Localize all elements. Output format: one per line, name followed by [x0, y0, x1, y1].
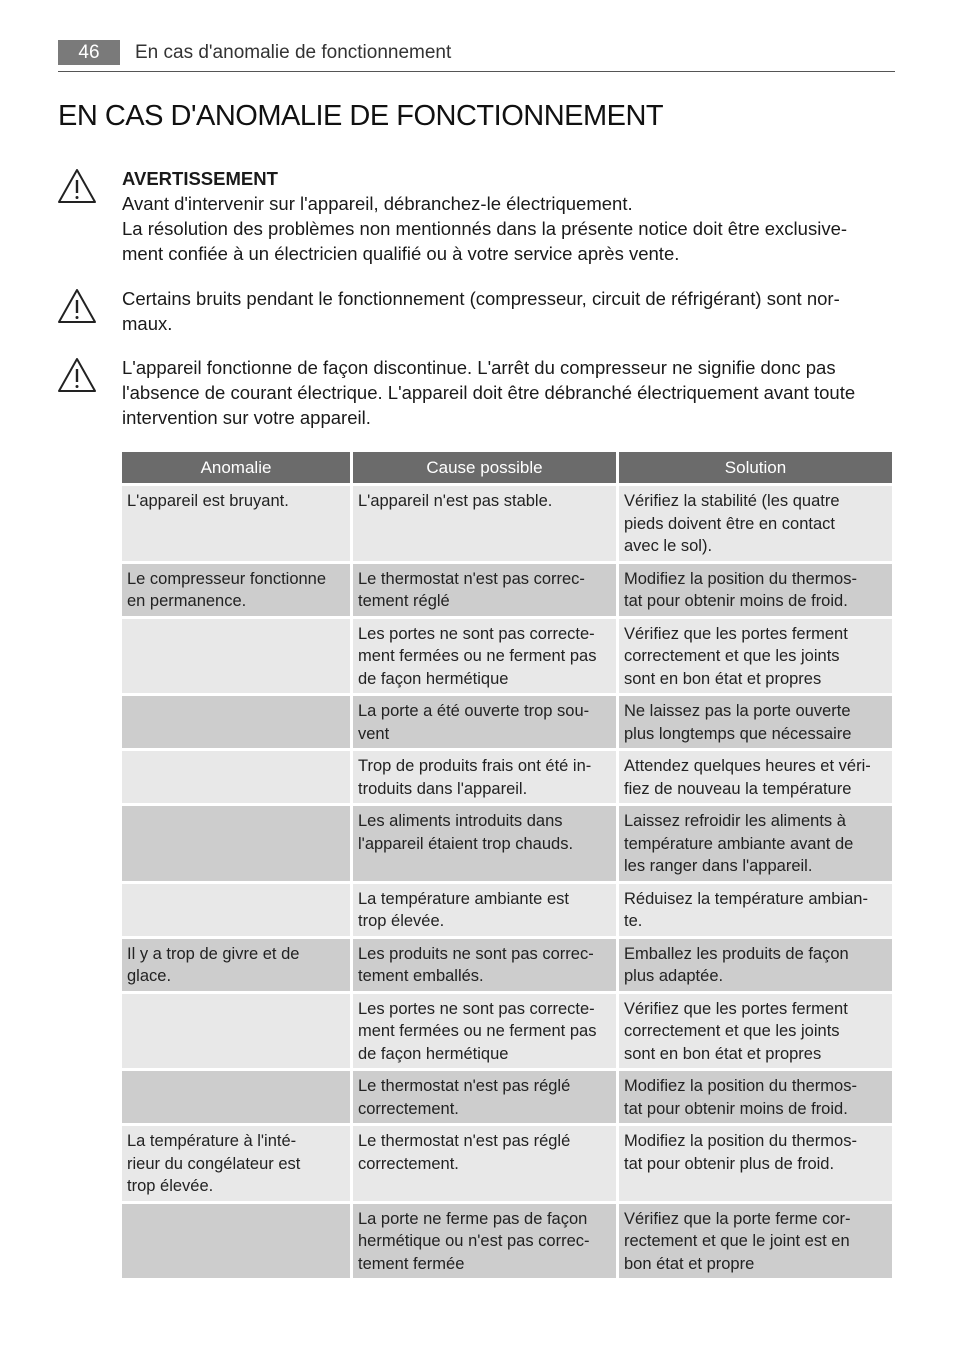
cell-text-line: plus adaptée. [624, 967, 724, 985]
cell-text-line: Attendez quelques heures et véri- [624, 757, 871, 775]
solution-cell [619, 1204, 892, 1282]
cell-text-line: correctement. [358, 1099, 459, 1118]
cell-text-line: hermétique ou n'est pas correc- [358, 1232, 590, 1250]
anomaly-cell [122, 486, 350, 564]
anomaly-cell [122, 751, 350, 806]
cell-text-line: glace. [127, 967, 172, 985]
page-header [58, 40, 895, 72]
cell-text-line: Emballez les produits de façon [624, 944, 849, 963]
cause-cell [353, 939, 616, 994]
running-header-title: En cas d'anomalie de fonctionnement [135, 42, 452, 63]
cell-text-line: Il y a trop de givre et de [127, 944, 300, 963]
warning-line: L'appareil fonctionne de façon discontinue. L'arrêt du compresseur ne signifie donc pas [122, 357, 836, 378]
cell-text-line: Vérifiez que les portes ferment [624, 999, 848, 1018]
warning-line: Avant d'intervenir sur l'appareil, débranchez-le électriquement. [122, 193, 633, 214]
cell-text-line: tat pour obtenir moins de froid. [624, 592, 848, 610]
cell-text-line: La porte ne ferme pas de façon [358, 1209, 588, 1228]
cell-text-line: Le thermostat n'est pas correc- [358, 569, 585, 588]
cause-cell [353, 994, 616, 1072]
cell-text-line: sont en bon état et propres [624, 1044, 822, 1063]
anomaly-cell [122, 1204, 350, 1282]
cause-cell [353, 1204, 616, 1282]
solution-cell [619, 619, 892, 697]
warning-triangle-icon [57, 357, 97, 393]
table-row [122, 751, 892, 806]
cell-text-line: Le thermostat n'est pas réglé [358, 1077, 571, 1095]
warning-heading: AVERTISSEMENT [122, 168, 278, 189]
warning-line: La résolution des problèmes non mentionnés dans la présente notice doit être exclusive- [122, 218, 848, 239]
table-row [122, 806, 892, 884]
column-header-anomaly: Anomalie [122, 452, 350, 486]
cell-text-line: La porte a été ouverte trop sou- [358, 702, 590, 720]
troubleshooting-table [119, 452, 895, 1281]
cell-text-line: L'appareil est bruyant. [127, 492, 289, 510]
solution-cell [619, 1071, 892, 1126]
cause-cell [353, 884, 616, 939]
anomaly-cell [122, 994, 350, 1072]
column-header-cause: Cause possible [353, 452, 616, 486]
cell-text-line: vent [358, 724, 390, 743]
cell-text-line: correctement et que les joints [624, 647, 840, 665]
page-title: EN CAS D'ANOMALIE DE FONCTIONNEMENT [58, 100, 664, 132]
cell-text-line: plus longtemps que nécessaire [624, 724, 852, 743]
cell-text-line: Laissez refroidir les aliments à [624, 812, 846, 830]
cause-cell [353, 1071, 616, 1126]
table-row [122, 696, 892, 751]
cell-text-line: trop élevée. [127, 1177, 214, 1195]
page-number: 46 [58, 40, 120, 65]
cell-text-line: Les produits ne sont pas correc- [358, 944, 594, 963]
warning-line: Certains bruits pendant le fonctionnement (compresseur, circuit de réfrigérant) sont nor- [122, 288, 840, 309]
table-row [122, 619, 892, 697]
cell-text-line: Les portes ne sont pas correcte- [358, 624, 595, 643]
warning-line: intervention sur votre appareil. [122, 407, 371, 428]
solution-cell [619, 696, 892, 751]
table-row [122, 994, 892, 1072]
table-row [122, 486, 892, 564]
cell-text-line: en permanence. [127, 592, 247, 610]
cell-text-line: Ne laissez pas la porte ouverte [624, 702, 851, 720]
cell-text-line: La température ambiante est [358, 889, 569, 908]
cell-text-line: troduits dans l'appareil. [358, 779, 528, 798]
cell-text-line: avec le sol). [624, 537, 713, 555]
cell-text-line: fiez de nouveau la température [624, 779, 852, 798]
cell-text-line: Les portes ne sont pas correcte- [358, 999, 595, 1018]
warning-line: ment confiée à un électricien qualifié ou à votre service après vente. [122, 243, 680, 264]
table-row [122, 564, 892, 619]
warning-line: l'absence de courant électrique. L'appareil doit être débranché électriquement avant toute [122, 382, 856, 403]
cell-text-line: température ambiante avant de [624, 834, 854, 853]
solution-cell [619, 564, 892, 619]
table-header-row [122, 452, 892, 486]
solution-cell [619, 994, 892, 1072]
cell-text-line: trop élevée. [358, 912, 445, 930]
cell-text-line: Réduisez la température ambian- [624, 889, 868, 908]
warning-block-3 [122, 355, 892, 430]
cell-text-line: correctement et que les joints [624, 1022, 840, 1040]
cell-text-line: ment fermées ou ne ferment pas [358, 1022, 597, 1040]
cell-text-line: bon état et propre [624, 1254, 755, 1273]
cell-text-line: tat pour obtenir moins de froid. [624, 1099, 848, 1118]
cell-text-line: l'appareil étaient trop chauds. [358, 834, 574, 853]
warning-line: maux. [122, 313, 173, 334]
cell-text-line: correctement. [358, 1154, 459, 1173]
cause-cell [353, 564, 616, 619]
cell-text-line: La température à l'inté- [127, 1132, 297, 1150]
table-row [122, 1204, 892, 1282]
warning-triangle-icon [57, 288, 97, 324]
warning-block-1 [122, 166, 892, 266]
anomaly-cell [122, 939, 350, 994]
cell-text-line: rectement et que le joint est en [624, 1232, 850, 1250]
cause-cell [353, 486, 616, 564]
cell-text-line: Vérifiez que la porte ferme cor- [624, 1209, 851, 1228]
cell-text-line: Vérifiez la stabilité (les quatre [624, 492, 840, 510]
cell-text-line: Modifiez la position du thermos- [624, 1132, 857, 1150]
cell-text-line: Le compresseur fonctionne [127, 569, 327, 588]
solution-cell [619, 884, 892, 939]
cell-text-line: Modifiez la position du thermos- [624, 1077, 857, 1095]
table-row [122, 884, 892, 939]
anomaly-cell [122, 619, 350, 697]
cell-text-line: sont en bon état et propres [624, 669, 822, 688]
cell-text-line: les ranger dans l'appareil. [624, 857, 813, 875]
cell-text-line: pieds doivent être en contact [624, 514, 835, 533]
anomaly-cell [122, 806, 350, 884]
cell-text-line: Les aliments introduits dans [358, 812, 563, 830]
warning-triangle-icon [57, 168, 97, 204]
cell-text-line: Modifiez la position du thermos- [624, 569, 857, 588]
table-row [122, 1126, 892, 1204]
anomaly-cell [122, 564, 350, 619]
table-row [122, 1071, 892, 1126]
anomaly-cell [122, 1126, 350, 1204]
cell-text-line: tement réglé [358, 592, 450, 610]
solution-cell [619, 486, 892, 564]
cell-text-line: ment fermées ou ne ferment pas [358, 647, 597, 665]
cell-text-line: tat pour obtenir plus de froid. [624, 1154, 835, 1173]
anomaly-cell [122, 696, 350, 751]
cell-text-line: L'appareil n'est pas stable. [358, 492, 553, 510]
column-header-solution: Solution [619, 452, 892, 486]
cell-text-line: Le thermostat n'est pas réglé [358, 1132, 571, 1150]
cause-cell [353, 619, 616, 697]
cell-text-line: tement emballés. [358, 967, 484, 985]
solution-cell [619, 1126, 892, 1204]
anomaly-cell [122, 1071, 350, 1126]
cell-text-line: te. [624, 912, 643, 930]
cell-text-line: de façon hermétique [358, 669, 509, 688]
cause-cell [353, 751, 616, 806]
cause-cell [353, 696, 616, 751]
anomaly-cell [122, 884, 350, 939]
cell-text-line: Trop de produits frais ont été in- [358, 757, 592, 775]
solution-cell [619, 751, 892, 806]
table-body [122, 486, 892, 1281]
cause-cell [353, 806, 616, 884]
solution-cell [619, 939, 892, 994]
table-row [122, 939, 892, 994]
warning-block-2 [122, 286, 892, 336]
cell-text-line: tement fermée [358, 1254, 465, 1273]
cell-text-line: de façon hermétique [358, 1044, 509, 1063]
cell-text-line: Vérifiez que les portes ferment [624, 624, 848, 643]
solution-cell [619, 806, 892, 884]
cell-text-line: rieur du congélateur est [127, 1154, 301, 1173]
cause-cell [353, 1126, 616, 1204]
